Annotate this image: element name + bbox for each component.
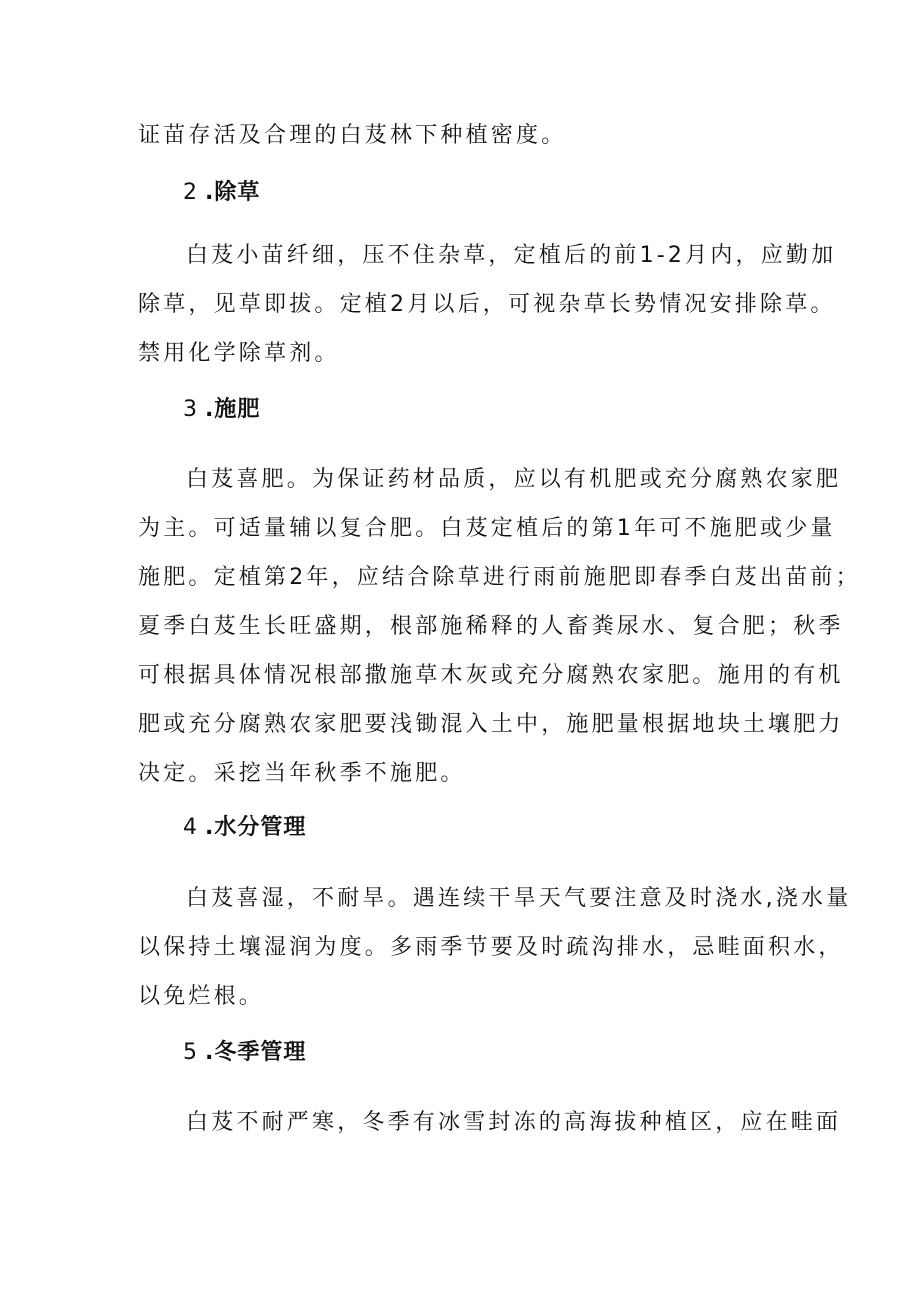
section-heading-winter-management — [183, 1038, 306, 1068]
paragraph-line: 白芨小苗纤细，压不住杂草，定植后的前1-2月内，应勤加 — [186, 243, 837, 268]
section-heading-fertilizing — [183, 395, 260, 425]
paragraph-line: 夏季白芨生长旺盛期，根部施稀释的人畜粪尿水、复合肥；秋季 — [138, 614, 844, 639]
paragraph-line: 为主。可适量辅以复合肥。白芨定植后的第1年可不施肥或少量 — [138, 516, 836, 541]
paragraph-line: 白芨喜湿，不耐旱。遇连续干旱天气要注意及时浇水,浇水量 — [186, 886, 852, 911]
section-number: 3 — [183, 397, 197, 422]
paragraph-line: 施肥。定植第2年，应结合除草进行雨前施肥即春季白芨出苗前； — [138, 565, 861, 590]
paragraph-line: 白芨不耐严寒，冬季有冰雪封冻的高海拔种植区，应在畦面 — [186, 1110, 842, 1135]
section-heading-water-management — [183, 813, 306, 843]
section-number: 5 — [183, 1040, 197, 1065]
section-number: 4 — [183, 815, 197, 840]
section-title: .除草 — [205, 180, 261, 205]
section-number: 2 — [183, 180, 197, 205]
paragraph-line: 以保持土壤湿润为度。多雨季节要及时疏沟排水，忌畦面积水， — [138, 935, 844, 960]
section-title: .水分管理 — [205, 815, 307, 840]
paragraph-continuation: 证苗存活及合理的白芨林下种植密度。 — [138, 123, 567, 148]
section-title: .冬季管理 — [205, 1040, 307, 1065]
paragraph-line: 禁用化学除草剂。 — [138, 341, 340, 366]
paragraph-line: 可根据具体情况根部撒施草木灰或充分腐熟农家肥。施用的有机 — [138, 663, 844, 688]
paragraph-line: 白芨喜肥。为保证药材品质，应以有机肥或充分腐熟农家肥 — [186, 467, 842, 492]
paragraph-line: 以免烂根。 — [138, 984, 265, 1009]
paragraph-line: 肥或充分腐熟农家肥要浅锄混入土中，施肥量根据地块土壤肥力 — [138, 712, 844, 737]
section-title: .施肥 — [205, 397, 261, 422]
paragraph-line: 决定。采挖当年秋季不施肥。 — [138, 761, 466, 786]
section-heading-weeding — [183, 178, 260, 208]
paragraph-line: 除草，见草即拔。定植2月以后，可视杂草长势情况安排除草。 — [138, 292, 836, 317]
